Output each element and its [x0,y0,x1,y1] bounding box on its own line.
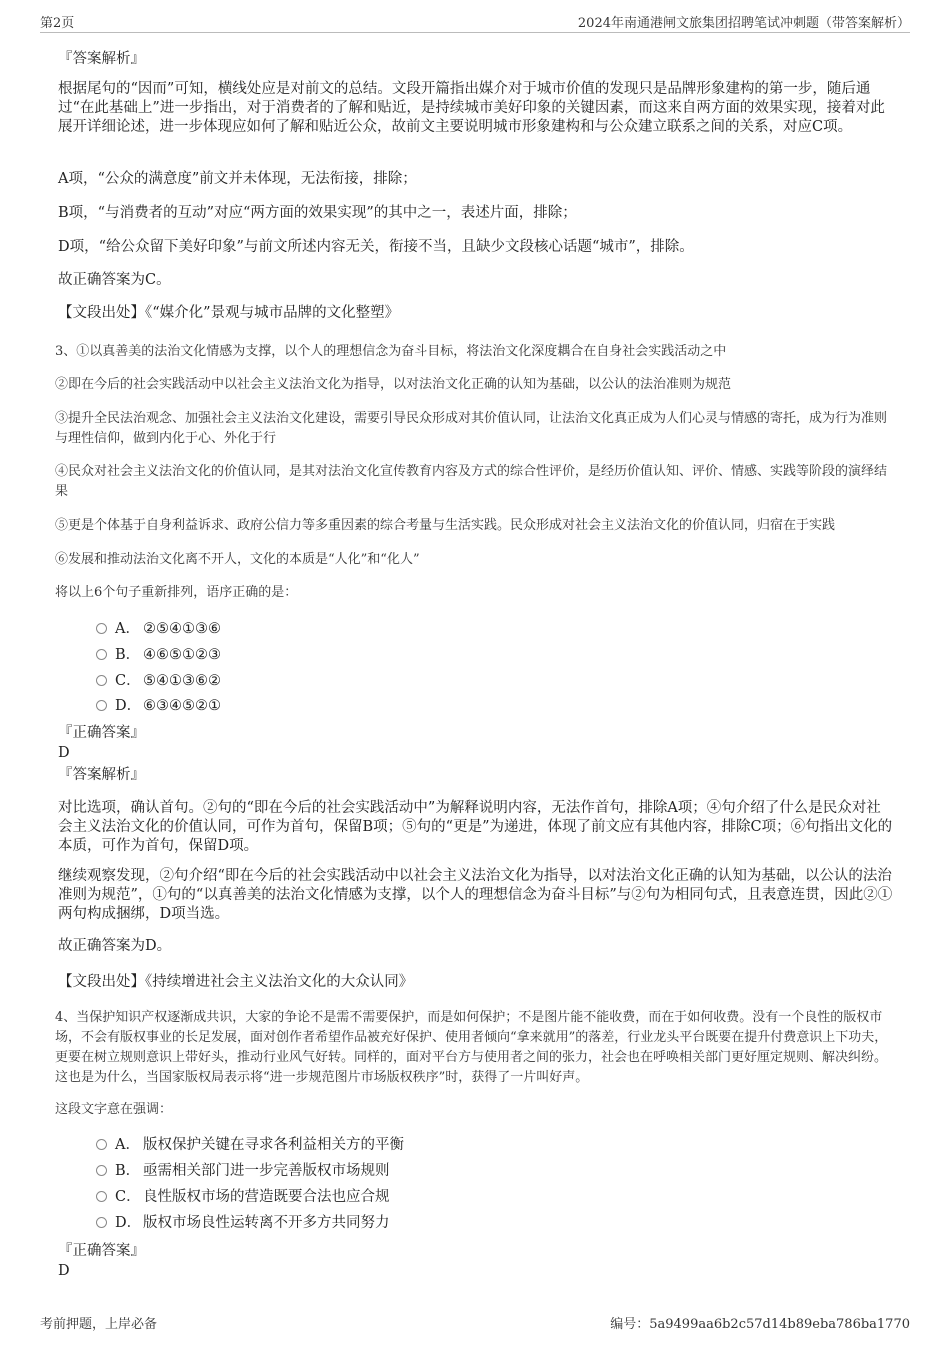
question-4-option-d[interactable]: D． 版权市场良性运转离不开多方共同努力 [96,1213,390,1233]
document-title: 2024年南通港闸文旅集团招聘笔试冲刺题（带答案解析） [577,16,910,31]
source-note: 【文段出处】《持续增进社会主义法治文化的大众认同》 [58,974,414,990]
question-4-option-c[interactable]: C． 良性版权市场的营造既要合法也应合规 [96,1187,390,1207]
correct-answer-label: 『正确答案』 [58,725,145,741]
analysis-option-a: A项，“公众的满意度”前文并未体现，无法衔接，排除； [58,171,417,187]
analysis-label: 『答案解析』 [58,767,145,783]
analysis-paragraph: 对比选项，确认首句。②句的“即在今后的社会实践活动中”为解释说明内容，无法作首句，排除A项；④句介绍了什么是民众对社会主义法治文化的价值认同，可作为首句，保留B项；⑤句的“更是”为递进，体现了前文应有其他内容，排除C项；⑥句指出文化的本质，可作为首句，保留D项。 [58,800,893,854]
question-3-option-a[interactable]: A． ②⑤④①③⑥ [96,619,221,639]
radio-icon[interactable] [96,1217,107,1228]
question-4-option-a[interactable]: A． 版权保护关键在寻求各利益相关方的平衡 [96,1135,404,1155]
radio-icon[interactable] [96,1165,107,1176]
correct-answer: D [58,1263,70,1279]
correct-answer-label: 『正确答案』 [58,1243,145,1259]
question-4-option-b[interactable]: B． 亟需相关部门进一步完善版权市场规则 [96,1161,390,1181]
question-3-sentence-4: ④民众对社会主义法治文化的价值认同，是其对法治文化宣传教育内容及方式的综合性评价，是经历价值认知、评价、情感、实践等阶段的演绎结果 [55,464,888,499]
radio-icon[interactable] [96,675,107,686]
question-3-sentence-1: 3、①以真善美的法治文化情感为支撑，以个人的理想信念为奋斗目标，将法治文化深度耦合在自身社会实践活动之中 [55,344,727,359]
radio-icon[interactable] [96,700,107,711]
analysis-conclusion: 故正确答案为C。 [58,272,171,288]
document-id: 编号：5a9499aa6b2c57d14b89eba786ba1770 [610,1317,910,1332]
question-4-stem: 4、当保护知识产权逐渐成共识，大家的争论不是需不需要保护，而是如何保护；不是图片能不能收费，而在于如何收费。没有一个良性的版权市场，不会有版权事业的长足发展，面对创作者希望作品被充好保护、使用者倾向“拿来就用”的落差，行业龙头平台既要在提升付费意识上下功夫，更要在树立规则意识上带好头，推动行业风气好转。同样的，面对平台方与使用者之间的张力，社会也在呼唤相关部门更好厘定规则、解决纠纷。这也是为什么，当国家版权局表示将“进一步规范图片市场版权秩序”时，获得了一片叫好声。 [55,1010,888,1085]
question-3-option-b[interactable]: B． ④⑥⑤①②③ [96,645,221,665]
correct-answer: D [58,745,70,761]
question-4-prompt: 这段文字意在强调： [55,1102,173,1117]
question-3-prompt: 将以上6个句子重新排列，语序正确的是： [55,585,298,600]
radio-icon[interactable] [96,1191,107,1202]
question-3-sentence-6: ⑥发展和推动法治文化离不开人，文化的本质是“人化”和“化人” [55,552,420,567]
question-3-option-d[interactable]: D． ⑥③④⑤②① [96,696,221,716]
question-3-sentence-5: ⑤更是个体基于自身利益诉求、政府公信力等多重因素的综合考量与生活实践。民众形成对社会主义法治文化的价值认同，归宿在于实践 [55,518,836,533]
radio-icon[interactable] [96,623,107,634]
question-3-sentence-3: ③提升全民法治观念、加强社会主义法治文化建设，需要引导民众形成对其价值认同，让法治文化真正成为人们心灵与情感的寄托，成为行为准则与理性信仰，做到内化于心、外化于行 [55,411,888,446]
analysis-paragraph: 根据尾句的“因而”可知，横线处应是对前文的总结。文段开篇指出媒介对于城市价值的发现只是品牌形象建构的第一步，随后通过“在此基础上”进一步指出，对于消费者的了解和贴近，是持续城市美好印象的关键因素，而这来自两方面的效果实现，接着对此展开详细论述，进一步体现应如何了解和贴近公众，故前文主要说明城市形象建构和与公众建立联系之间的关系，对应C项。 [58,81,885,135]
page-number: 第2页 [40,16,75,31]
analysis-label: 『答案解析』 [58,51,145,67]
radio-icon[interactable] [96,1139,107,1150]
source-note: 【文段出处】《“媒介化”景观与城市品牌的文化整塑》 [58,305,400,321]
footer-slogan: 考前押题，上岸必备 [40,1317,158,1332]
analysis-conclusion: 故正确答案为D。 [58,938,172,954]
analysis-option-b: B项，“与消费者的互动”对应“两方面的效果实现”的其中之一，表述片面，排除； [58,205,577,221]
analysis-option-d: D项，“给公众留下美好印象”与前文所述内容无关，衔接不当，且缺少文段核心话题“城市”，排除。 [58,239,694,255]
question-3-sentence-2: ②即在今后的社会实践活动中以社会主义法治文化为指导，以对法治文化正确的认知为基础，以公认的法治准则为规范 [55,377,732,392]
question-3-option-c[interactable]: C． ⑤④①③⑥② [96,671,221,691]
analysis-paragraph: 继续观察发现，②句介绍“即在今后的社会实践活动中以社会主义法治文化为指导，以对法治文化正确的认知为基础，以公认的法治准则为规范”，①句的“以真善美的法治文化情感为支撑，以个人的理想信念为奋斗目标”与②句为相同句式，且表意连贯，因此②①两句构成捆绑，D项当选。 [58,868,893,922]
radio-icon[interactable] [96,649,107,660]
page-header [40,10,910,33]
